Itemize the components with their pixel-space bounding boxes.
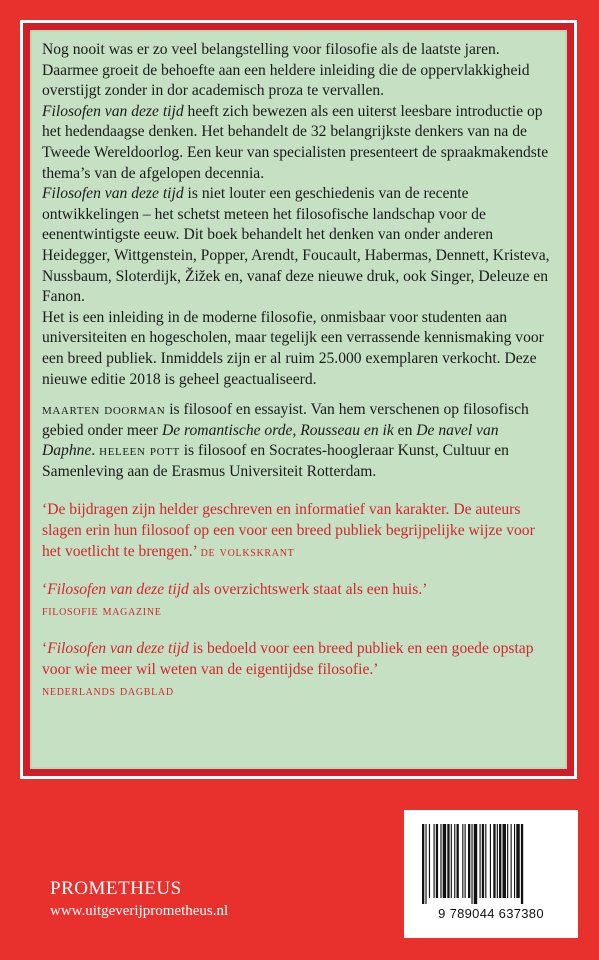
quote-text: ‘De bijdragen zijn helder geschreven en informatief van karakter. De auteurs slagen erin hun filosoof op een voor een breed publiek begrijpelijke wijze voor het voetlicht te brengen.’ bbox=[42, 501, 535, 560]
text-panel bbox=[30, 30, 567, 769]
barcode-bars bbox=[422, 824, 560, 904]
bio-separator: en bbox=[393, 421, 417, 439]
review-quote-3 bbox=[42, 639, 555, 701]
publisher-website: www.uitgeverijprometheus.nl bbox=[50, 903, 229, 919]
barcode bbox=[404, 810, 578, 938]
book-title-italic: Filosofen van deze tijd bbox=[42, 102, 184, 120]
quote-source: nederlands dagblad bbox=[42, 682, 174, 699]
bio-text: is filosoof en essayist. Van hem verschenen op filosofisch gebied onder meer bbox=[42, 401, 529, 439]
author-name: heleen pott bbox=[99, 443, 180, 460]
book-title-italic: Filosofen van deze tijd bbox=[42, 185, 184, 203]
publisher-logo: PROMETHEUS bbox=[50, 878, 182, 899]
book-title: Rousseau en ik bbox=[300, 421, 394, 439]
book-title: De navel van Daphne bbox=[42, 421, 499, 460]
bio-separator: . bbox=[91, 442, 100, 460]
author-name: maarten doorman bbox=[42, 402, 166, 419]
quote-book-title: Filosofen van deze tijd bbox=[47, 640, 189, 658]
barcode-digits: 9 789044 637380 bbox=[438, 906, 544, 921]
blurb-paragraph-1 bbox=[42, 40, 555, 390]
quote-mark: ‘ bbox=[42, 581, 48, 599]
quote-source: filosofie magazine bbox=[42, 602, 162, 619]
blurb-text-2: heeft zich bewezen als een uiterst leesbare introductie op het hedendaagse denken. Het behandelt de 32 belangrijkste denkers van na de Tweede Wereldoorlog. Een keur van specialisten presenteert de spraakmakendste thema’s van de afgelopen decennia. bbox=[42, 102, 549, 182]
bio-text: is filosoof en Socrates-hoogleraar Kunst, Cultuur en Samenleving aan de Erasmus Universiteit Rotterdam. bbox=[42, 442, 509, 480]
quote-text: is bedoeld voor een breed publiek en een goede opstap voor wie meer wil weten van de eigentijdse filosofie.’ bbox=[42, 640, 534, 679]
review-quote-1 bbox=[42, 500, 555, 562]
blurb-text-3: is niet louter een geschiedenis van de recente ontwikkelingen – het schetst meteen het filosofische landschap voor de eenentwintigste eeuw. Dit boek behandelt het denken van onder anderen Heidegger, Wittgenstein, Popper, Arendt, Foucault, Habermas, Dennett, Kristeva, Nussbaum, Sloterdijk, Žižek en, vanaf deze nieuwe druk, ook Singer, Deleuze en Fanon. bbox=[42, 185, 550, 306]
book-title: De romantische orde bbox=[161, 421, 293, 439]
quote-mark: ‘ bbox=[42, 640, 48, 658]
back-cover-panel bbox=[20, 20, 577, 779]
quote-source: de volkskrant bbox=[200, 543, 295, 560]
bio-separator: , bbox=[292, 421, 301, 439]
review-quote-2 bbox=[42, 580, 555, 621]
blurb-text-4: Het is een inleiding in de moderne filosofie, onmisbaar voor studenten aan universiteiten en hogescholen, maar tegelijk een verrassende kennismaking voor een breed publiek. Inmiddels zijn er al ruim 25.000 exemplaren verkocht. Deze nieuwe editie 2018 is geheel geactualiseerd. bbox=[42, 308, 544, 388]
author-bio bbox=[42, 400, 555, 482]
quote-text: als overzichtswerk staat als een huis.’ bbox=[188, 581, 428, 599]
quote-book-title: Filosofen van deze tijd bbox=[47, 581, 189, 599]
blurb-text-1: Nog nooit was er zo veel belangstelling voor filosofie als de laatste jaren. Daarmee groeit de behoefte aan een heldere inleiding die de oppervlakkigheid overstijgt zonder in dor academisch proza te vervallen. bbox=[42, 41, 530, 100]
